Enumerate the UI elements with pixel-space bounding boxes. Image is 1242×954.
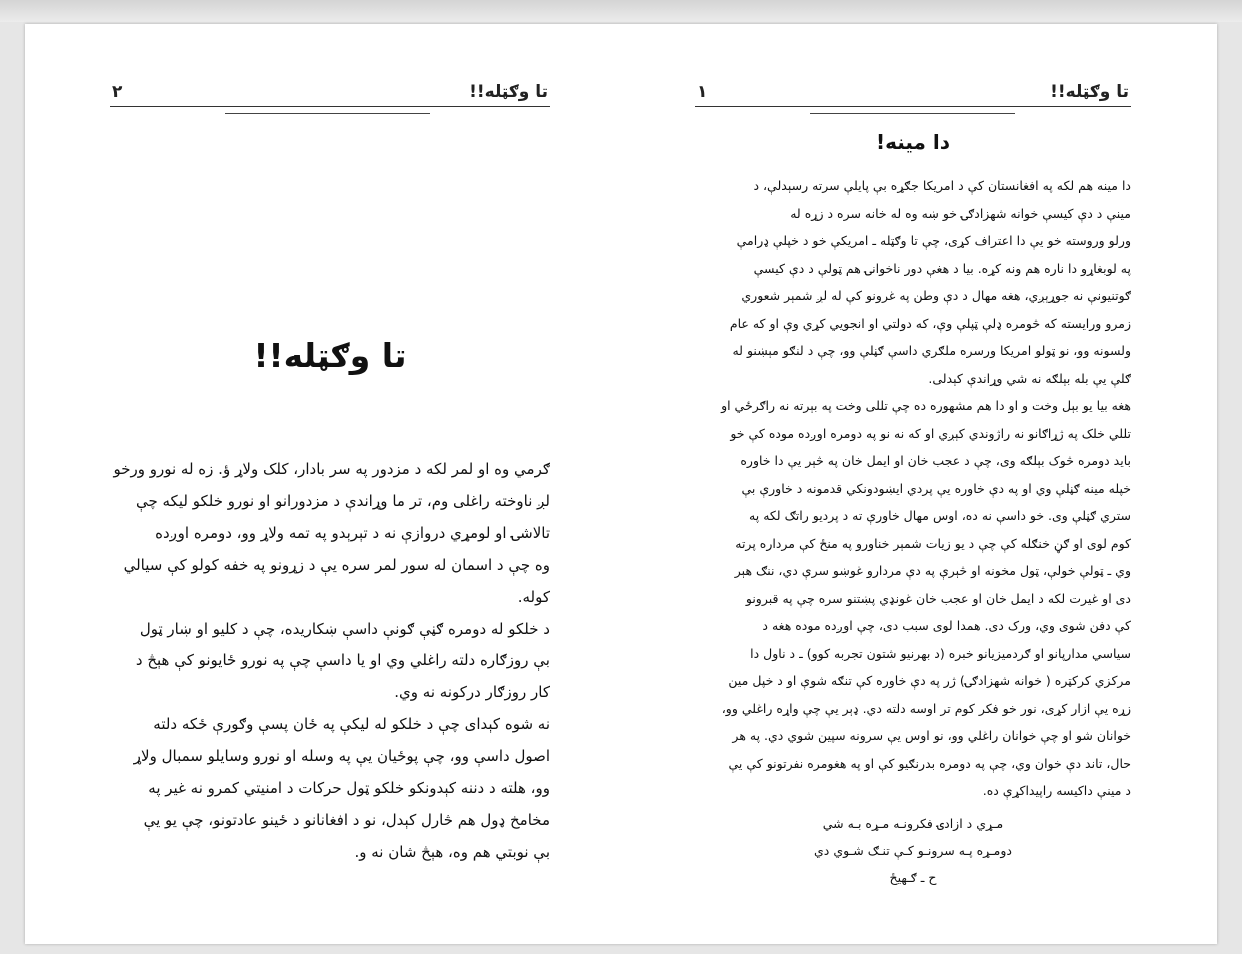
body-line: لږ ناوخته راغلی وم، تر ما وړاندې د مزدورانو او نورو خلکو لیکه چې	[135, 491, 550, 510]
body-line: اصول داسې وو، چې پوځیان يې په وسله او نورو وسایلو سمبال ولاړ	[133, 747, 550, 766]
body-line: تللي خلک په ژړاګانو نه راژوندي کېږي او که نه نو په دومره اوږده موده کې خو	[730, 425, 1131, 441]
body-line: ولسونه وو، نو ټولو امریکا ورسره ملګري داسې ګڼلې وو، چې د لنګو مېښنو له	[732, 343, 1131, 358]
page-number: ۱	[697, 82, 708, 102]
right-page-body	[695, 172, 1131, 805]
body-line: سیاسي مدارپانو او ګردمیزیانو خبره (د بهرنیو شتون تجربه کوو) ـ د ناول دا	[750, 645, 1131, 661]
page-header	[695, 82, 1131, 107]
body-line: کوله.	[517, 587, 550, 606]
page-number: ۲	[112, 82, 123, 102]
body-line: زړه يې ازار کړی، نور خو فکر کوم تر اوسه دلته دي. ډېر يې چې واړه راغلي وو،	[721, 700, 1131, 716]
body-line: ګوتنیونې نه جوړېږي، هغه مهال د دې وطن په غرونو کې له لږ شمېر شعوري	[741, 288, 1131, 303]
body-line: د مینې داکیسه راپیداکړې ده.	[982, 783, 1131, 798]
body-line: ګرمي وه او لمر لکه د مزدور په سر بادار، کلک ولاړ ؤ. زه له نورو ورخو	[113, 460, 550, 478]
body-line: زمرو ورایسته که څومره ډلې ټپلې وې، که دولتي او انجويي کړي وې او که عام	[729, 315, 1131, 331]
body-line: تالاشۍ او لومړي دروازې نه د تېرېدو په تمه ولاړ وو، دومره اوږده	[155, 523, 550, 542]
body-line: وي ـ ټولې خولې، ټول مخونه او څېرې په دې مردارو غوښو سرې دي، ننګ هېر	[734, 563, 1131, 578]
poem-verse	[695, 810, 1131, 891]
chapter-title: دا مینه!	[875, 130, 951, 154]
header-subrule	[225, 113, 430, 114]
body-line: خوانان شو او چې خوانان راغلي وو، نو اوس يې سرونه سپین شوي دي. په هر	[732, 728, 1131, 743]
body-line: دی او غیرت لکه د ایمل خان او عجب خان غونډي پښتنو سره چې په قبرونو	[745, 590, 1131, 606]
body-line: په لوبغاړو دا ناره هم ونه کړه. بیا د هغې دور ناخوانۍ هم ټولې د دې کیسې	[753, 260, 1131, 276]
body-line: ګلې يې بله بېلګه نه شي وړاندې کېدلی.	[928, 370, 1131, 386]
right-page	[695, 24, 1131, 944]
body-line: حال، تاند دې خوان وي، چې په دومره بدرنګیو کې او په هغومره نفرتونو کې يې	[728, 755, 1131, 771]
poem-attribution: ح ـ ګـهیځ	[889, 870, 937, 885]
body-line: وو، هلته د دننه کېدونکو خلکو ټول حرکات د امنیتي کمرو نه غیر په	[148, 779, 550, 798]
body-line: هغه بیا یو بېل وخت و او دا هم مشهوره ده چې تللی وخت په بېرته نه راګرځي او	[721, 398, 1131, 413]
body-line: نه شوه کېدای چې د خلکو له لیکې په ځان پسې وګورې ځکه دلته	[153, 715, 550, 734]
body-line: کې دفن شوی وي، ورک دی. همدا لوی سبب دی، چې اوږده موده هغه د	[762, 618, 1131, 633]
body-line: مینې د دې کیسې خوانه شهزادګۍ خو ښه وه له خانه سره د زړه له	[790, 205, 1131, 221]
body-line: کار روزګار درکونه نه وي.	[394, 683, 550, 702]
body-line: مرکزي کرکټره ( خوانه شهزادګۍ) ژر په دې خاوره کې تنګه شوې او د خپل مین	[728, 673, 1131, 688]
body-line: ستري ګڼلې وی. خو داسې نه ده، اوس مهال خاورې ته د پردیو راتګ لکه په	[749, 508, 1131, 523]
body-line: بې روزګاره دلته راغلي وي او يا داسې چې په نورو ځایونو کې هېڅ د	[135, 651, 550, 670]
left-page	[110, 24, 550, 944]
body-line: کوم لوی او ګڼ خنګله کې چې د یو زیات شمېر خناورو په منځ کې مرداره پرته	[735, 535, 1131, 551]
running-title: تا وګټله!!	[1050, 82, 1129, 102]
body-line: ورلو وروسته خو يې دا اعتراف کړی، چې تا وګټله ـ امریکې خو د خپلې ډرامې	[736, 233, 1131, 248]
window-top-edge	[0, 0, 1242, 22]
body-line: وه چې د اسمان له سور لمر سره يې د زړونو په خفه کولو کې سیالي	[123, 555, 550, 574]
body-line: بې نوبتي هم وه، هېڅ شان نه و.	[354, 842, 550, 861]
running-title: تا وګټله!!	[469, 82, 548, 102]
left-page-body	[110, 454, 550, 869]
body-line: د خلکو له دومره ګڼې ګونې داسې ښکاریده، چې د کلیو او ښار ټول	[139, 619, 550, 638]
body-line: خپله مینه ګڼلې وي او په دې خاوره يې پردي ایښودونکي قدمونه د خاورې بې	[741, 480, 1131, 496]
body-line: باید دومره څوک بېلګه وی، چې د عجب خان او ایمل خان په څېر يې دا خاوره	[740, 453, 1131, 468]
body-line: دا مینه هم لکه په افغانستان کې د امریکا جګړه بې پایلې سرته رسېدلې، د	[753, 178, 1131, 193]
book-spread	[25, 24, 1217, 944]
book-title: تا وګټله!!	[253, 336, 407, 375]
page-header	[110, 82, 550, 107]
poem-line: دومـړه پـه سرونـو کـې تنـګ شـوي دي	[814, 843, 1012, 858]
body-line: مخامخ ډول هم څارل کېدل، نو د افغانانو د ځینو عادتونو، چې یو يې	[143, 810, 550, 829]
poem-line: مـړي د ازادۍ فکرونـه مـړه بـه شي	[822, 816, 1004, 831]
header-subrule	[810, 113, 1015, 114]
